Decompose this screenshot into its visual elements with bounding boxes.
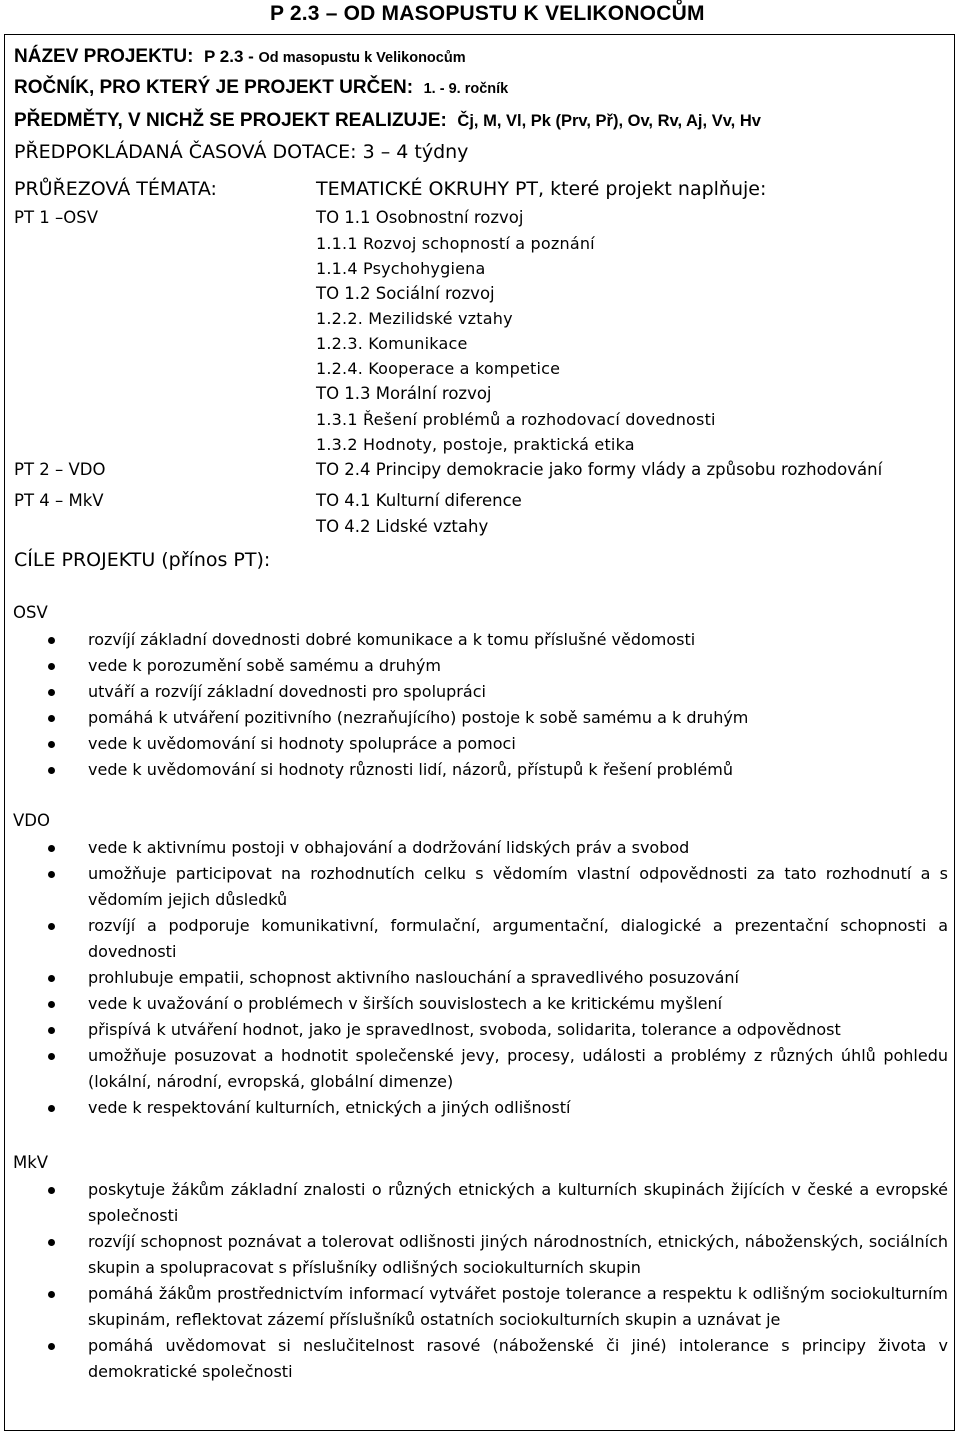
page-title: P 2.3 – OD MASOPUSTU K VELIKONOCŮM [270, 2, 705, 25]
bullet-icon [48, 767, 55, 774]
to-1-3: TO 1.3 Morální rozvoj [316, 384, 492, 403]
goals-list-mkv [0, 1177, 960, 1385]
grade-label: ROČNÍK, PRO KTERÝ JE PROJEKT URČEN: [14, 77, 414, 98]
to-1-2: TO 1.2 Sociální rozvoj [316, 284, 495, 303]
grade-value: 1. - 9. ročník [423, 81, 509, 97]
bullet-icon [48, 871, 55, 878]
list-item: vede k porozumění sobě samému a druhým [0, 653, 960, 679]
bullet-icon [48, 715, 55, 722]
list-item: přispívá k utváření hodnot, jako je spravedlnost, svoboda, solidarita, tolerance a odpovědnost [0, 1017, 960, 1043]
project-name-label: NÁZEV PROJEKTU: [14, 46, 194, 67]
list-item: pomáhá uvědomovat si neslučitelnost rasové (náboženské či jiné) intolerance s principy života v demokratické společnosti [0, 1333, 960, 1385]
pt-osv-label: PT 1 –OSV [14, 208, 99, 227]
bullet-icon [48, 1187, 55, 1194]
section-label-vdo: VDO [13, 811, 50, 830]
section-label-osv: OSV [13, 603, 48, 622]
bullet-icon [48, 1291, 55, 1298]
goals-list-vdo [0, 835, 960, 1121]
grade-row [14, 77, 508, 99]
to-4-1: TO 4.1 Kulturní diference [316, 491, 522, 510]
to-1-3-1: 1.3.1 Řešení problémů a rozhodovací dovednosti [316, 410, 716, 429]
bullet-icon [48, 663, 55, 670]
list-item: utváří a rozvíjí základní dovednosti pro spolupráci [0, 679, 960, 705]
bullet-icon [48, 1027, 55, 1034]
bullet-icon [48, 637, 55, 644]
list-item: poskytuje žákům základní znalosti o různých etnických a kulturních skupinách žijících v české a evropské společnosti [0, 1177, 960, 1229]
list-item: pomáhá žákům prostřednictvím informací vytvářet postoje tolerance a respektu k odlišným sociokulturním skupinám, reflektovat zázemí příslušníků ostatních sociokulturních skupin a uznávat je [0, 1281, 960, 1333]
to-4-2: TO 4.2 Lidské vztahy [316, 517, 489, 536]
to-1-2-2: 1.2.2. Mezilidské vztahy [316, 309, 513, 328]
bullet-icon [48, 975, 55, 982]
list-item: umožňuje posuzovat a hodnotit společenské jevy, procesy, události a problémy z různých úhlů pohledu (lokální, národní, evropská, globální dimenze) [0, 1043, 960, 1095]
bullet-icon [48, 845, 55, 852]
goals-list-osv [0, 627, 960, 783]
pt-vdo-label: PT 2 – VDO [14, 460, 106, 479]
list-item: vede k respektování kulturních, etnických a jiných odlišností [0, 1095, 960, 1121]
pt-mkv-label: PT 4 – MkV [14, 491, 104, 510]
to-1-2-3: 1.2.3. Komunikace [316, 334, 468, 353]
bullet-icon [48, 1053, 55, 1060]
bullet-icon [48, 689, 55, 696]
subjects-label: PŘEDMĚTY, V NICHŽ SE PROJEKT REALIZUJE: [14, 110, 447, 131]
list-item: vede k uvažování o problémech v širších souvislostech a ke kritickému myšlení [0, 991, 960, 1017]
subjects-value: Čj, M, Vl, Pk (Prv, Př), Ov, Rv, Aj, Vv, Hv [457, 112, 761, 130]
list-item: prohlubuje empatii, schopnost aktivního naslouchání a spravedlivého posuzování [0, 965, 960, 991]
to-2-4: TO 2.4 Principy demokracie jako formy vlády a způsobu rozhodování [316, 460, 883, 479]
list-item: rozvíjí a podporuje komunikativní, formulační, argumentační, dialogické a prezentační schopnosti a dovednosti [0, 913, 960, 965]
bullet-icon [48, 1001, 55, 1008]
project-name-row [14, 46, 466, 68]
to-1-1-4: 1.1.4 Psychohygiena [316, 259, 486, 278]
list-item: vede k aktivnímu postoji v obhajování a dodržování lidských práv a svobod [0, 835, 960, 861]
bullet-icon [48, 923, 55, 930]
section-label-mkv: MkV [13, 1153, 49, 1172]
bullet-icon [48, 1343, 55, 1350]
list-item: vede k uvědomování si hodnoty různosti lidí, názorů, přístupů k řešení problémů [0, 757, 960, 783]
list-item: rozvíjí schopnost poznávat a tolerovat odlišnosti jiných národnostních, etnických, náboženských, sociálních skupin a spolupracovat s příslušníky odlišných sociokulturních skupin [0, 1229, 960, 1281]
to-1-3-2: 1.3.2 Hodnoty, postoje, praktická etika [316, 435, 635, 454]
list-item: rozvíjí základní dovednosti dobré komunikace a k tomu příslušné vědomosti [0, 627, 960, 653]
to-1-1-1: 1.1.1 Rozvoj schopností a poznání [316, 234, 595, 253]
to-1-2-4: 1.2.4. Kooperace a kompetice [316, 359, 561, 378]
list-item: vede k uvědomování si hodnoty spolupráce a pomoci [0, 731, 960, 757]
areas-header: TEMATICKÉ OKRUHY PT, které projekt naplňuje: [316, 178, 767, 200]
bullet-icon [48, 1105, 55, 1112]
to-1-1: TO 1.1 Osobnostní rozvoj [316, 208, 524, 227]
project-name-value: Od masopustu k Velikonocům [258, 50, 466, 66]
themes-header: PRŮŘEZOVÁ TÉMATA: [14, 178, 217, 200]
list-item: umožňuje participovat na rozhodnutích celku s vědomím vlastní odpovědnosti za tato rozhodnutí a s vědomím jejich důsledků [0, 861, 960, 913]
bullet-icon [48, 741, 55, 748]
project-name-code: P 2.3 - [204, 47, 259, 66]
bullet-icon [48, 1239, 55, 1246]
time-allocation: PŘEDPOKLÁDANÁ ČASOVÁ DOTACE: 3 – 4 týdny [14, 141, 469, 163]
subjects-row [14, 110, 761, 132]
list-item: pomáhá k utváření pozitivního (nezraňujícího) postoje k sobě samému a k druhým [0, 705, 960, 731]
goals-header: CÍLE PROJEKTU (přínos PT): [14, 549, 271, 571]
